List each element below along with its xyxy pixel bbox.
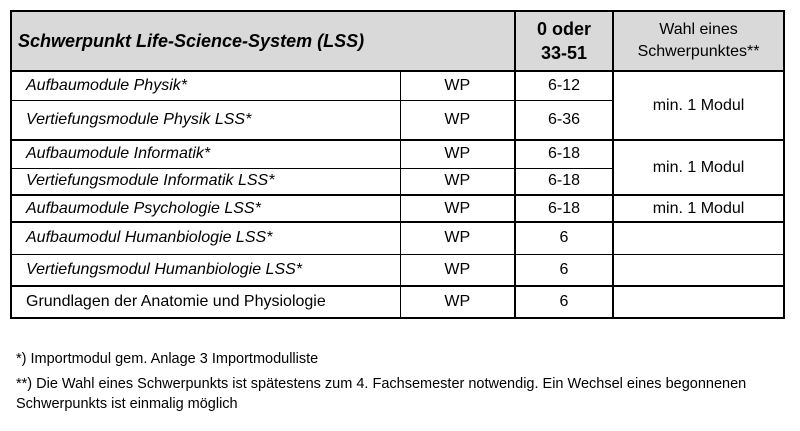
module-name: Grundlagen der Anatomie und Physiologie (11, 286, 400, 318)
credit-points-header (515, 11, 613, 71)
module-name: Vertiefungsmodule Informatik LSS* (11, 168, 400, 195)
module-type: WP (400, 140, 515, 168)
module-credit-points: 6 (515, 286, 613, 318)
module-credit-points: 6-18 (515, 168, 613, 195)
module-credit-points: 6-18 (515, 195, 613, 222)
table-row (11, 140, 784, 168)
table-row (11, 222, 784, 254)
table-row (11, 254, 784, 286)
selection-requirement: min. 1 Modul (613, 71, 784, 140)
credit-points-header-line1: 0 oder (536, 19, 592, 39)
module-credit-points: 6-18 (515, 140, 613, 168)
table-row (11, 71, 784, 100)
footnote-focus-selection: **) Die Wahl eines Schwerpunkts ist spätestens zum 4. Fachsemester notwendig. Ein Wechsel eines begonnenen Schwerpunkts ist einmalig möglich (16, 376, 747, 412)
module-type: WP (400, 100, 515, 140)
selection-header-line1: Wahl eines (659, 21, 738, 38)
selection-empty-cell (613, 254, 784, 286)
module-name: Vertiefungsmodule Physik LSS* (11, 100, 400, 140)
module-type: WP (400, 168, 515, 195)
selection-empty-cell (613, 222, 784, 254)
module-name: Aufbaumodule Informatik* (11, 140, 400, 168)
table-row (11, 195, 784, 222)
module-type: WP (400, 71, 515, 100)
selection-header (613, 11, 784, 71)
module-name: Aufbaumodule Physik* (11, 71, 400, 100)
module-type: WP (400, 222, 515, 254)
selection-empty-cell (613, 286, 784, 318)
module-name: Aufbaumodul Humanbiologie LSS* (11, 222, 400, 254)
module-credit-points: 6-12 (515, 71, 613, 100)
module-name: Aufbaumodule Psychologie LSS* (11, 195, 400, 222)
module-credit-points: 6 (515, 222, 613, 254)
table-header-row (11, 11, 784, 71)
module-credit-points: 6-36 (515, 100, 613, 140)
module-table (10, 10, 785, 319)
module-type: WP (400, 195, 515, 222)
module-name: Vertiefungsmodul Humanbiologie LSS* (11, 254, 400, 286)
selection-requirement: min. 1 Modul (613, 195, 784, 222)
module-type: WP (400, 254, 515, 286)
module-type: WP (400, 286, 515, 318)
footnote-import-module: *) Importmodul gem. Anlage 3 Importmodulliste (16, 351, 319, 367)
footnotes (16, 349, 786, 419)
credit-points-header-line2: 33-51 (540, 43, 588, 63)
selection-requirement: min. 1 Modul (613, 140, 784, 195)
table-title: Schwerpunkt Life-Science-System (LSS) (11, 11, 515, 71)
module-credit-points: 6 (515, 254, 613, 286)
table-row (11, 286, 784, 318)
selection-header-line2: Schwerpunktes** (637, 43, 760, 60)
